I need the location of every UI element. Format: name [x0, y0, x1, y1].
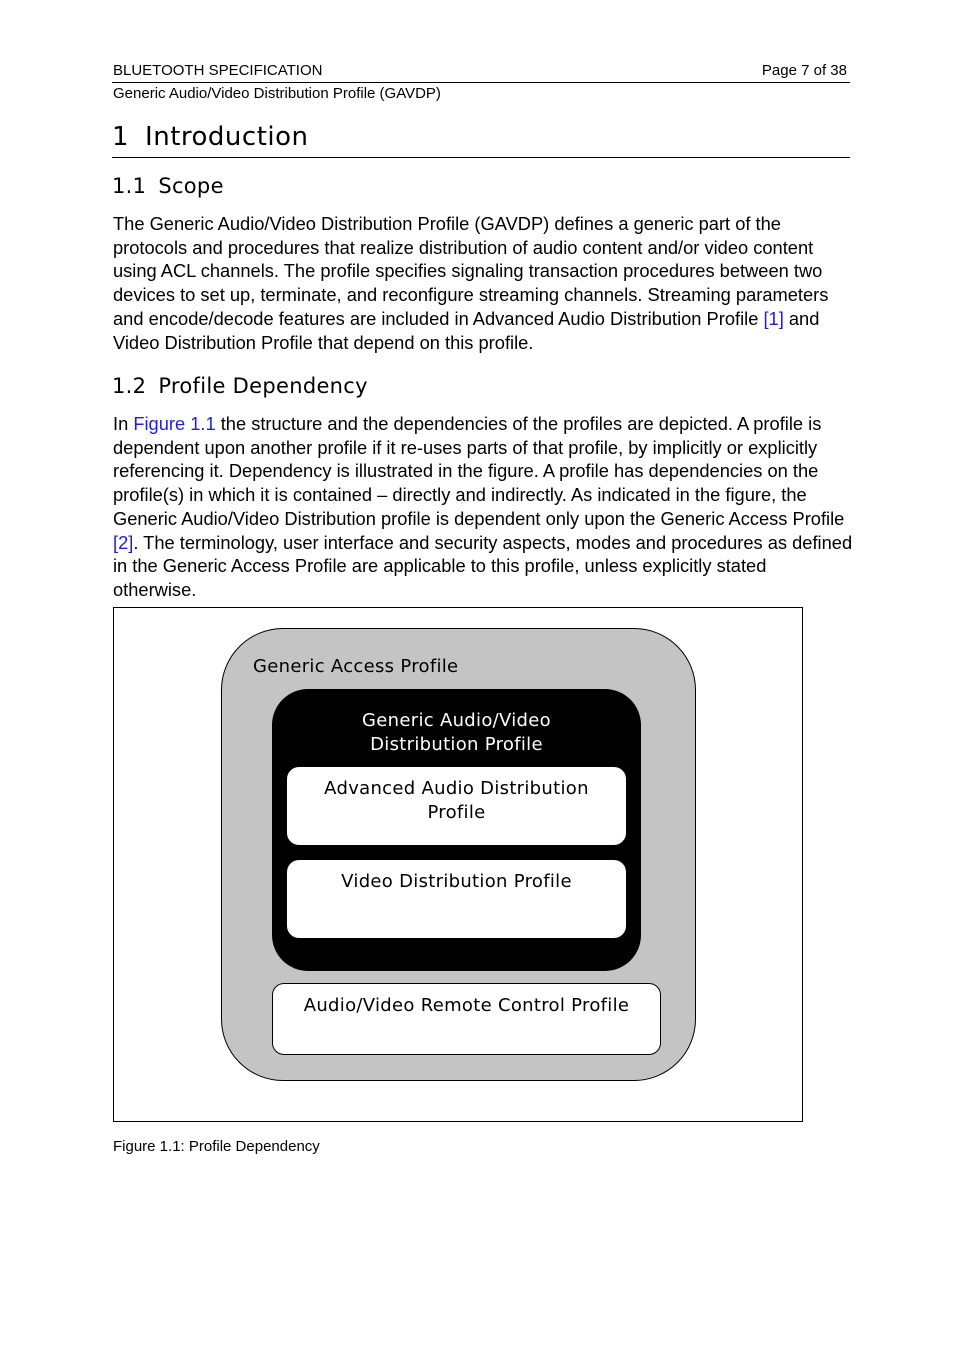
gavdp-label	[272, 709, 641, 757]
avrcp-label: Audio/Video Remote Control Profile	[303, 995, 630, 1016]
generic-access-profile-label: Generic Access Profile	[253, 656, 459, 677]
scope-text-1: The Generic Audio/Video Distribution Profile (GAVDP) defines a generic part of the protocols and procedures that realize distribution of audio content and/or video content using ACL channels. The profile specifies signaling transaction procedures between two devices to set up, terminate, and reconfigure streaming channels. Streaming parameters and encode/decode features are included in Advanced Audio Distribution Profile	[113, 213, 829, 329]
dependency-text-3: . The terminology, user interface and security aspects, modes and procedures as defined in the Generic Access Profile are applicable to this profile, unless explicitly stated otherwise.	[113, 531, 853, 600]
section-1-1-title: Scope	[158, 174, 224, 198]
header-page-number: Page 7 of 38	[761, 62, 847, 79]
figure-caption: Figure 1.1: Profile Dependency	[113, 1138, 320, 1155]
gavdp-label-line-2: Distribution Profile	[370, 734, 543, 755]
section-1-2-heading	[112, 374, 368, 398]
figure-1-1-link[interactable]: Figure 1.1	[133, 413, 216, 434]
dependency-text-1: In	[113, 413, 134, 434]
vdp-box	[287, 860, 626, 938]
vdp-label: Video Distribution Profile	[341, 871, 572, 892]
header-divider	[112, 82, 850, 83]
section-1-1-heading	[112, 174, 224, 198]
section-1-divider	[112, 157, 850, 158]
scope-text-2: and Video Distribution Profile that depend on this profile.	[113, 307, 820, 353]
header-spec-title: BLUETOOTH SPECIFICATION	[113, 62, 323, 79]
a2dp-label-line-1: Advanced Audio Distribution	[324, 778, 589, 799]
gavdp-label-line-1: Generic Audio/Video	[362, 710, 551, 731]
section-1-1-number: 1.1	[112, 174, 147, 198]
avrcp-box	[272, 983, 661, 1055]
reference-link-1[interactable]: [1]	[763, 307, 784, 329]
section-1-heading	[112, 122, 309, 152]
reference-link-2[interactable]: [2]	[113, 531, 134, 553]
header-doc-subtitle: Generic Audio/Video Distribution Profile (GAVDP)	[113, 85, 441, 102]
section-1-2-number: 1.2	[112, 374, 147, 398]
dependency-text-2: the structure and the dependencies of the profiles are depicted. A profile is dependent upon another profile if it re-uses parts of that profile, by implicitly or explicitly referencing it. Dependency is illustrated in the figure. A profile has dependencies on the profile(s) in which it is contained – directly and indirectly. As indicated in the figure, the Generic Audio/Video Distribution profile is dependent only upon the Generic Access Profile	[113, 413, 845, 529]
section-1-2-title: Profile Dependency	[158, 374, 368, 398]
scope-paragraph	[113, 212, 853, 354]
section-1-title: Introduction	[145, 122, 309, 152]
section-1-number: 1	[112, 122, 130, 152]
a2dp-label-line-2: Profile	[427, 802, 486, 823]
dependency-paragraph	[113, 412, 853, 602]
a2dp-box	[287, 767, 626, 845]
